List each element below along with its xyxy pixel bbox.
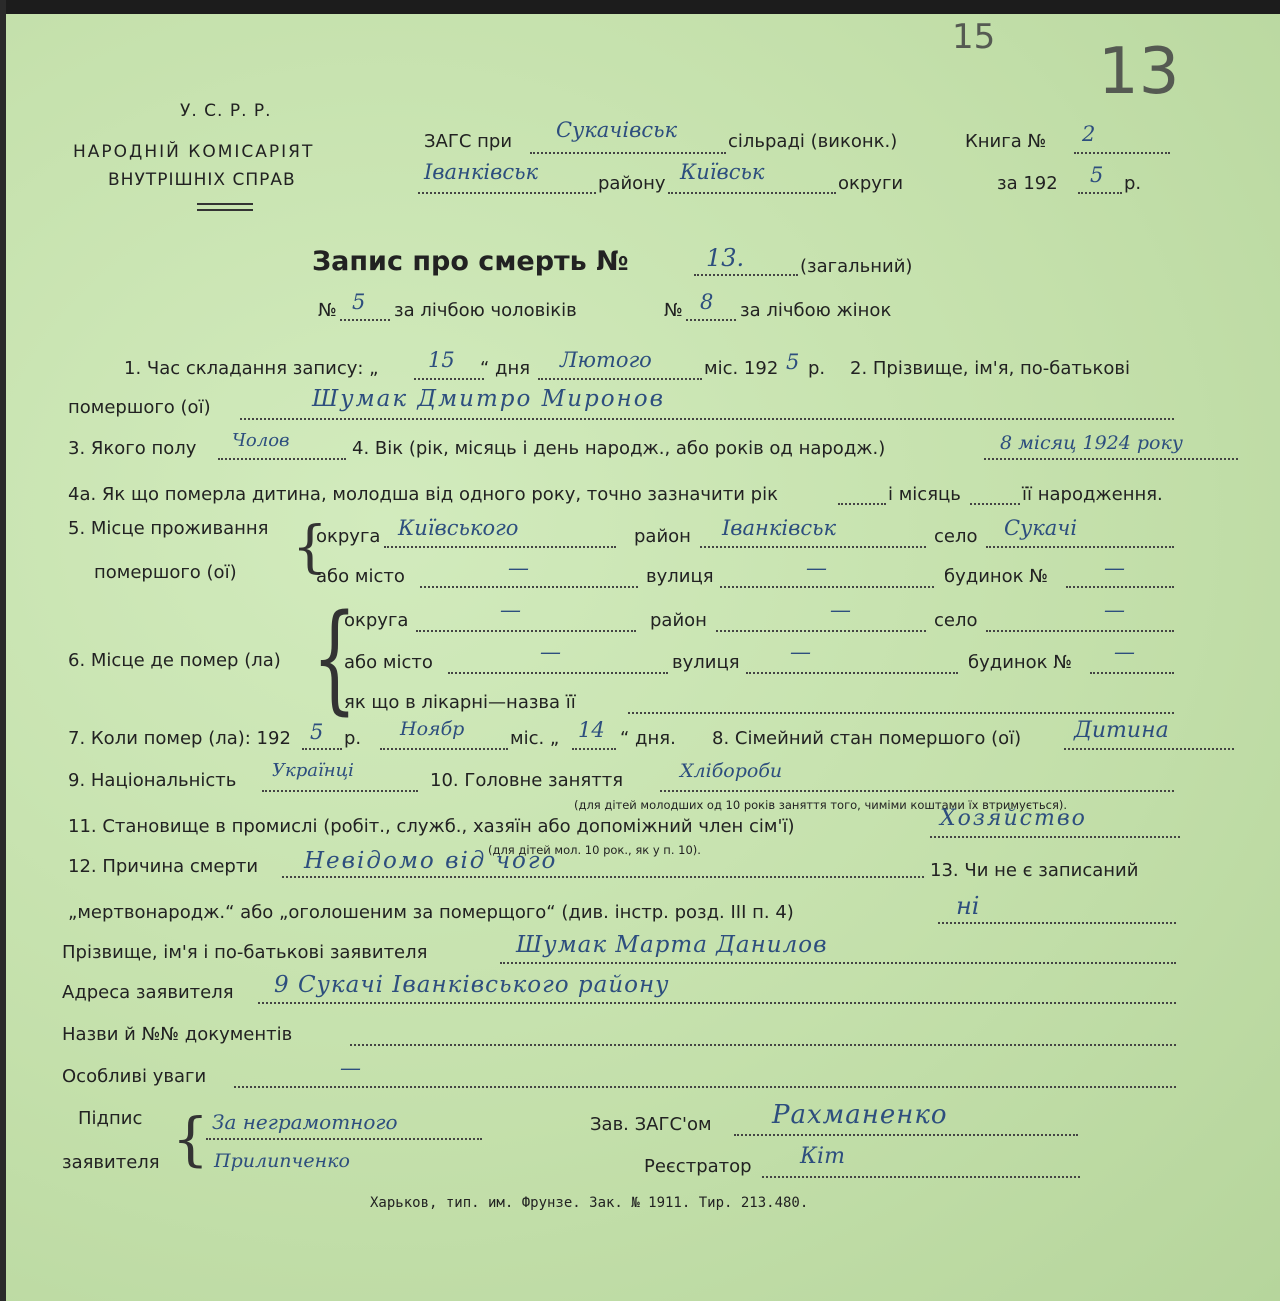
declarant-value: Шумак Марта Данилов bbox=[516, 932, 828, 958]
zags-head-signature: Рахманенко bbox=[772, 1100, 948, 1130]
address-label: Адреса заявителя bbox=[62, 982, 234, 1003]
f5-rayon-line bbox=[700, 546, 926, 548]
women-number: 8 bbox=[700, 290, 714, 314]
header-rule-1 bbox=[197, 203, 253, 205]
notes-label: Особливі уваги bbox=[62, 1066, 207, 1087]
f6-vulytsia-value: — bbox=[790, 640, 811, 664]
f5-misto-label: або місто bbox=[316, 566, 405, 587]
f4a-birth-label: її народження. bbox=[1022, 484, 1163, 505]
okruha-line bbox=[668, 192, 836, 194]
f13-line bbox=[938, 922, 1176, 924]
women-prefix: № bbox=[664, 300, 683, 321]
f10-value: Хлібороби bbox=[680, 760, 783, 782]
f5-selo-value: Сукачі bbox=[1004, 516, 1078, 540]
men-line bbox=[340, 319, 390, 321]
f6-vulytsia-line bbox=[746, 672, 958, 674]
f6-rayon-label: район bbox=[650, 610, 707, 631]
documents-line bbox=[350, 1044, 1176, 1046]
f9-label: 9. Національність bbox=[68, 770, 237, 791]
registrar-label: Реєстратор bbox=[644, 1156, 752, 1177]
commissariat-line2: ВНУТРІШНІХ СПРАВ bbox=[108, 170, 296, 190]
zags-label: ЗАГС при bbox=[424, 131, 513, 152]
address-value: 9 Сукачі Іванківського району bbox=[274, 972, 670, 998]
f5-misto-value: — bbox=[508, 556, 529, 580]
f13-value: ні bbox=[956, 892, 980, 920]
f6-vulytsia-label: вулиця bbox=[672, 652, 740, 673]
women-label: за лічбою жінок bbox=[740, 300, 892, 321]
f6-okruha-label: округа bbox=[344, 610, 409, 631]
f11-value: Хозяйство bbox=[940, 806, 1087, 831]
year-line bbox=[1078, 192, 1122, 194]
f6-selo-line bbox=[986, 630, 1174, 632]
f7-r: р. bbox=[344, 728, 362, 749]
f6-brace: { bbox=[312, 588, 358, 726]
f4-value: 8 місяц 1924 року bbox=[1000, 432, 1183, 454]
zags-line bbox=[530, 152, 726, 154]
f4-line bbox=[984, 458, 1238, 460]
declarant-label: Прізвище, ім'я і по-батькові заявителя bbox=[62, 942, 428, 963]
f4a-label: 4а. Як що померла дитина, молодша від одного року, точно зазначити рік bbox=[68, 484, 778, 505]
scan-edge-left bbox=[0, 0, 6, 1301]
f3-value: Чолов bbox=[232, 430, 290, 451]
f6-hospital-line bbox=[628, 712, 1174, 714]
f12-note: (для дітей мол. 10 рок., як у п. 10). bbox=[488, 843, 701, 857]
f6-rayon-line bbox=[716, 630, 926, 632]
book-value: 2 bbox=[1082, 122, 1096, 146]
f5-budynok-label: будинок № bbox=[944, 566, 1048, 587]
commissariat-line1: НАРОДНІЙ КОМІСАРІЯТ bbox=[73, 142, 315, 162]
men-number: 5 bbox=[352, 290, 366, 314]
f5-vulytsia-label: вулиця bbox=[646, 566, 714, 587]
f8-line bbox=[1064, 748, 1234, 750]
f4a-year-line bbox=[838, 503, 886, 505]
f7-month: Ноябр bbox=[400, 718, 465, 740]
f7-year-line bbox=[302, 748, 342, 750]
corner-record-number: 13 bbox=[1098, 35, 1180, 109]
men-prefix: № bbox=[318, 300, 337, 321]
signature-label-2: заявителя bbox=[62, 1152, 160, 1173]
f5-rayon-value: Іванківськ bbox=[722, 516, 837, 540]
f5-label-2: помершого (ої) bbox=[94, 562, 237, 583]
f6-selo-label: село bbox=[934, 610, 978, 631]
f7-year: 5 bbox=[310, 720, 324, 744]
zags-value: Сукачівськ bbox=[556, 118, 678, 142]
zags-head-line bbox=[734, 1134, 1078, 1136]
f5-budynok-value: — bbox=[1104, 556, 1125, 580]
f10-line bbox=[660, 790, 1174, 792]
f5-vulytsia-value: — bbox=[806, 556, 827, 580]
record-number-line bbox=[694, 274, 798, 276]
f1-month: Лютого bbox=[560, 348, 652, 372]
f1-day: 15 bbox=[428, 348, 455, 372]
f1-year: 5 bbox=[786, 350, 800, 374]
signature-brace: { bbox=[172, 1105, 209, 1173]
f1-month-label: міс. 192 bbox=[704, 358, 779, 379]
declarant-sign-line bbox=[206, 1138, 482, 1140]
f7-day-line bbox=[572, 748, 616, 750]
council-label: сільраді (виконк.) bbox=[728, 131, 898, 152]
scan-edge-top bbox=[0, 0, 1280, 14]
record-number: 13. bbox=[706, 244, 745, 272]
f7-label: 7. Коли помер (ла): 192 bbox=[68, 728, 291, 749]
f6-budynok-label: будинок № bbox=[968, 652, 1072, 673]
f5-rayon-label: район bbox=[634, 526, 691, 547]
year-suffix: р. bbox=[1124, 173, 1142, 194]
f6-misto-line bbox=[448, 672, 668, 674]
okruha-label: округи bbox=[838, 173, 904, 194]
republic-label: У. С. Р. Р. bbox=[180, 101, 272, 121]
signature-label-1: Підпис bbox=[78, 1108, 143, 1129]
corner-pencil-number: 15 bbox=[952, 17, 996, 57]
f6-okruha-value: — bbox=[500, 598, 521, 622]
f1-day-word: “ дня bbox=[480, 358, 531, 379]
f3-label: 3. Якого полу bbox=[68, 438, 197, 459]
f4-label: 4. Вік (рік, місяць і день народж., або років од народж.) bbox=[352, 438, 886, 459]
f6-selo-value: — bbox=[1104, 598, 1125, 622]
district-line bbox=[418, 192, 596, 194]
registrar-line bbox=[762, 1176, 1080, 1178]
address-line bbox=[258, 1002, 1176, 1004]
f5-okruha-label: округа bbox=[316, 526, 381, 547]
women-line bbox=[686, 319, 736, 321]
record-general-suffix: (загальний) bbox=[800, 256, 913, 277]
okruha-value: Київськ bbox=[680, 160, 765, 184]
zags-head-label: Зав. ЗАГС'ом bbox=[590, 1114, 712, 1135]
f8-value: Дитина bbox=[1074, 718, 1169, 743]
declarant-line bbox=[500, 962, 1176, 964]
f5-selo-label: село bbox=[934, 526, 978, 547]
f7-month-line bbox=[380, 748, 508, 750]
documents-label: Назви й №№ документів bbox=[62, 1024, 293, 1045]
notes-line bbox=[234, 1086, 1176, 1088]
deceased-name: Шумак Дмитро Миронов bbox=[312, 386, 666, 412]
f8-label: 8. Сімейний стан помершого (ої) bbox=[712, 728, 1022, 749]
f10-label: 10. Головне заняття bbox=[430, 770, 624, 791]
f4a-month-label: і місяць bbox=[888, 484, 961, 505]
declarant-sign-2: Прилипченко bbox=[214, 1150, 350, 1172]
f12-label: 12. Причина смерти bbox=[68, 856, 259, 877]
f5-brace: { bbox=[292, 515, 328, 580]
f12-line bbox=[282, 876, 924, 878]
f5-vulytsia-line bbox=[720, 586, 934, 588]
declarant-sign-1: За неграмотного bbox=[212, 1110, 398, 1134]
f11-label: 11. Становище в промислі (робіт., служб., хазяїн або допоміжний член сім'ї) bbox=[68, 816, 795, 837]
f1-year-suffix: р. bbox=[808, 358, 826, 379]
men-label: за лічбою чоловіків bbox=[394, 300, 577, 321]
f7-day: 14 bbox=[578, 718, 605, 742]
f4a-month-line bbox=[970, 503, 1020, 505]
f7-dnia: “ дня. bbox=[620, 728, 676, 749]
f5-selo-line bbox=[986, 546, 1174, 548]
f3-line bbox=[218, 458, 346, 460]
f6-misto-value: — bbox=[540, 640, 561, 664]
f5-misto-line bbox=[420, 586, 638, 588]
record-title: Запис про смерть № bbox=[312, 246, 629, 277]
registrar-signature: Кіт bbox=[800, 1144, 845, 1169]
book-line bbox=[1074, 152, 1170, 154]
f1-label: 1. Час складання запису: „ bbox=[124, 358, 379, 379]
deceased-line bbox=[240, 418, 1174, 420]
f6-okruha-line bbox=[416, 630, 636, 632]
f6-budynok-line bbox=[1090, 672, 1174, 674]
f10-note: (для дітей молодших од 10 років заняття того, чиміми коштами їх втримується). bbox=[574, 798, 1068, 812]
district-value: Іванківськ bbox=[424, 160, 539, 184]
f5-label-1: 5. Місце проживання bbox=[68, 518, 269, 539]
f9-value: Українці bbox=[272, 760, 354, 781]
f6-budynok-value: — bbox=[1114, 640, 1135, 664]
f6-rayon-value: — bbox=[830, 598, 851, 622]
f13-label-2: „мертвонародж.“ або „оголошеним за померщого“ (див. інстр. розд. III п. 4) bbox=[68, 902, 794, 923]
printer-imprint: Харьков, тип. им. Фрунзе. Зак. № 1911. Тир. 213.480. bbox=[370, 1195, 809, 1211]
year-label: за 192 bbox=[997, 173, 1058, 194]
f1-day-line bbox=[414, 378, 484, 380]
notes-value: — bbox=[340, 1056, 361, 1080]
f5-okruha-line bbox=[384, 546, 616, 548]
f6-label: 6. Місце де помер (ла) bbox=[68, 650, 281, 671]
f11-line bbox=[930, 836, 1180, 838]
deceased-label: помершого (ої) bbox=[68, 397, 211, 418]
f5-okruha-value: Київського bbox=[398, 516, 519, 540]
f6-misto-label: або місто bbox=[344, 652, 433, 673]
book-label: Книга № bbox=[965, 131, 1047, 152]
f7-mis: міс. „ bbox=[510, 728, 560, 749]
f12-value: Невідомо від чого bbox=[304, 848, 558, 874]
f1-month-line bbox=[538, 378, 702, 380]
district-label: району bbox=[598, 173, 666, 194]
f13-label: 13. Чи не є записаний bbox=[930, 860, 1139, 881]
year-value: 5 bbox=[1090, 163, 1104, 187]
header-rule-2 bbox=[197, 209, 253, 211]
f9-line bbox=[262, 790, 418, 792]
f2-label: 2. Прізвище, ім'я, по-батькові bbox=[850, 358, 1131, 379]
f6-hospital-label: як що в лікарні—назва її bbox=[344, 692, 576, 713]
f5-budynok-line bbox=[1066, 586, 1174, 588]
